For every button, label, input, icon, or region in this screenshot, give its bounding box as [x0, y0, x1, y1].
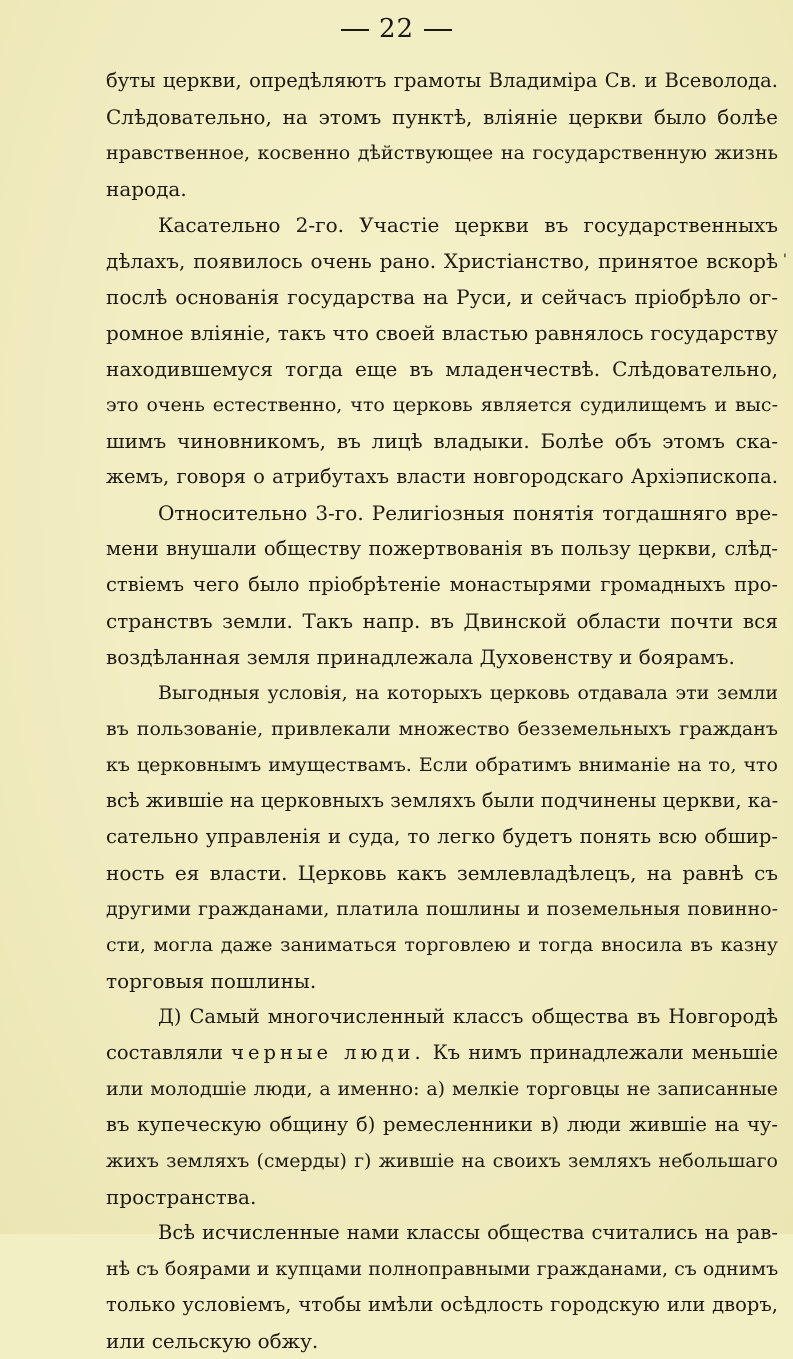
paragraph-start-line: Всѣ исчисленные нами классы общества считались на рав- — [158, 1221, 778, 1244]
text-line: торговыя пошлины. — [106, 969, 317, 993]
margin-mark: ' — [783, 252, 787, 268]
text-line: въ купеческую общину б) ремесленники в) люди жившіе на чу- — [106, 1113, 778, 1136]
text-line: жемъ, говоря о атрибутахъ власти новгородскаго Архіэпископа. — [106, 465, 778, 488]
text-line: дѣлахъ, появилось очень рано. Христіанство, принятое вскорѣ — [106, 249, 778, 273]
text-line: шимъ чиновникомъ, въ лицѣ владыки. Болѣе объ этомъ ска- — [106, 429, 778, 453]
page-header — [0, 14, 793, 44]
text-line: нравственное, косвенно дѣйствующее на государственную жизнь — [106, 142, 778, 164]
text-line: сательно управленія и суда, то легко будетъ понять всю обшир- — [106, 825, 778, 848]
text-line: только условіемъ, чтобы имѣли осѣдлость городскую или дворъ, — [106, 1293, 778, 1316]
header-dash-left — [341, 29, 369, 31]
text-line: Слѣдовательно, на этомъ пунктѣ, вліяніе церкви было болѣе — [106, 105, 778, 129]
text-line: жихъ земляхъ (смерды) г) жившіе на своихъ земляхъ небольшаго — [106, 1150, 778, 1172]
text-line: ность ея власти. Церковь какъ землевладѣлецъ, на равнѣ съ — [106, 861, 778, 885]
body-text — [106, 63, 778, 1359]
text-line: воздѣланная земля принадлежала Духовенству и боярамъ. — [106, 645, 735, 669]
text-line: другими гражданами, платила пошлины и поземельныя повинно- — [106, 898, 778, 920]
text-line-with-spaced-term — [106, 1035, 778, 1071]
text-line: пространства. — [106, 1185, 257, 1209]
text-line: къ церковнымъ имуществамъ. Если обратимъ вниманіе на то, что — [106, 754, 778, 776]
paragraph-start-line: Касательно 2-го. Участіе церкви въ государственныхъ — [158, 213, 778, 237]
text-line: народа. — [106, 177, 187, 201]
page-number: 22 — [378, 14, 415, 44]
text-fragment: составляли — [106, 1041, 224, 1064]
text-line: всѣ жившіе на церковныхъ земляхъ были подчинены церкви, ка- — [106, 789, 779, 812]
text-line: находившемуся тогда еще въ младенчествѣ. Слѣдовательно, — [106, 357, 778, 381]
text-line: въ пользованіе, привлекали множество безземельныхъ гражданъ — [106, 718, 778, 740]
paragraph-start-line: Относительно 3-го. Религіозныя понятія тогдашняго вре- — [158, 501, 778, 525]
text-line: послѣ основанія государства на Руси, и сейчасъ пріобрѣло ог- — [106, 285, 778, 309]
header-dash-right — [424, 29, 452, 31]
text-line: мени внушали обществу пожертвованія въ пользу церкви, слѣд- — [106, 537, 778, 560]
text-line: или молодшіе люди, а именно: а) мелкіе торговцы не записанные — [106, 1078, 778, 1100]
paragraph-start-line: Выгодныя условія, на которыхъ церковь отдавала эти земли — [158, 682, 778, 704]
text-line: буты церкви, опредѣляютъ грамоты Владиміра Св. и Всеволода. — [106, 69, 778, 92]
text-line: ромное вліяніе, такъ что своей властью равнялось государству — [106, 321, 778, 345]
text-line: ствіемъ чего было пріобрѣтеніе монастырями громадныхъ про- — [106, 573, 778, 596]
spaced-term: черные люди. — [231, 1041, 425, 1064]
text-line: сти, могла даже заниматься торговлею и тогда вносила въ казну — [106, 934, 778, 956]
text-line: нѣ съ боярами и купцами полноправными гражданами, съ однимъ — [106, 1258, 779, 1280]
text-line: это очень естественно, что церковь является судилищемъ и выс- — [106, 394, 778, 416]
text-fragment: Къ нимъ принадлежали меньшіе — [432, 1041, 779, 1064]
text-line: странствъ земли. Такъ напр. въ Двинской области почти вся — [106, 609, 778, 633]
text-line: или сельскую обжу. — [106, 1329, 319, 1353]
paragraph-start-line: Д) Самый многочисленный классъ общества въ Новгородѣ — [158, 1005, 778, 1028]
